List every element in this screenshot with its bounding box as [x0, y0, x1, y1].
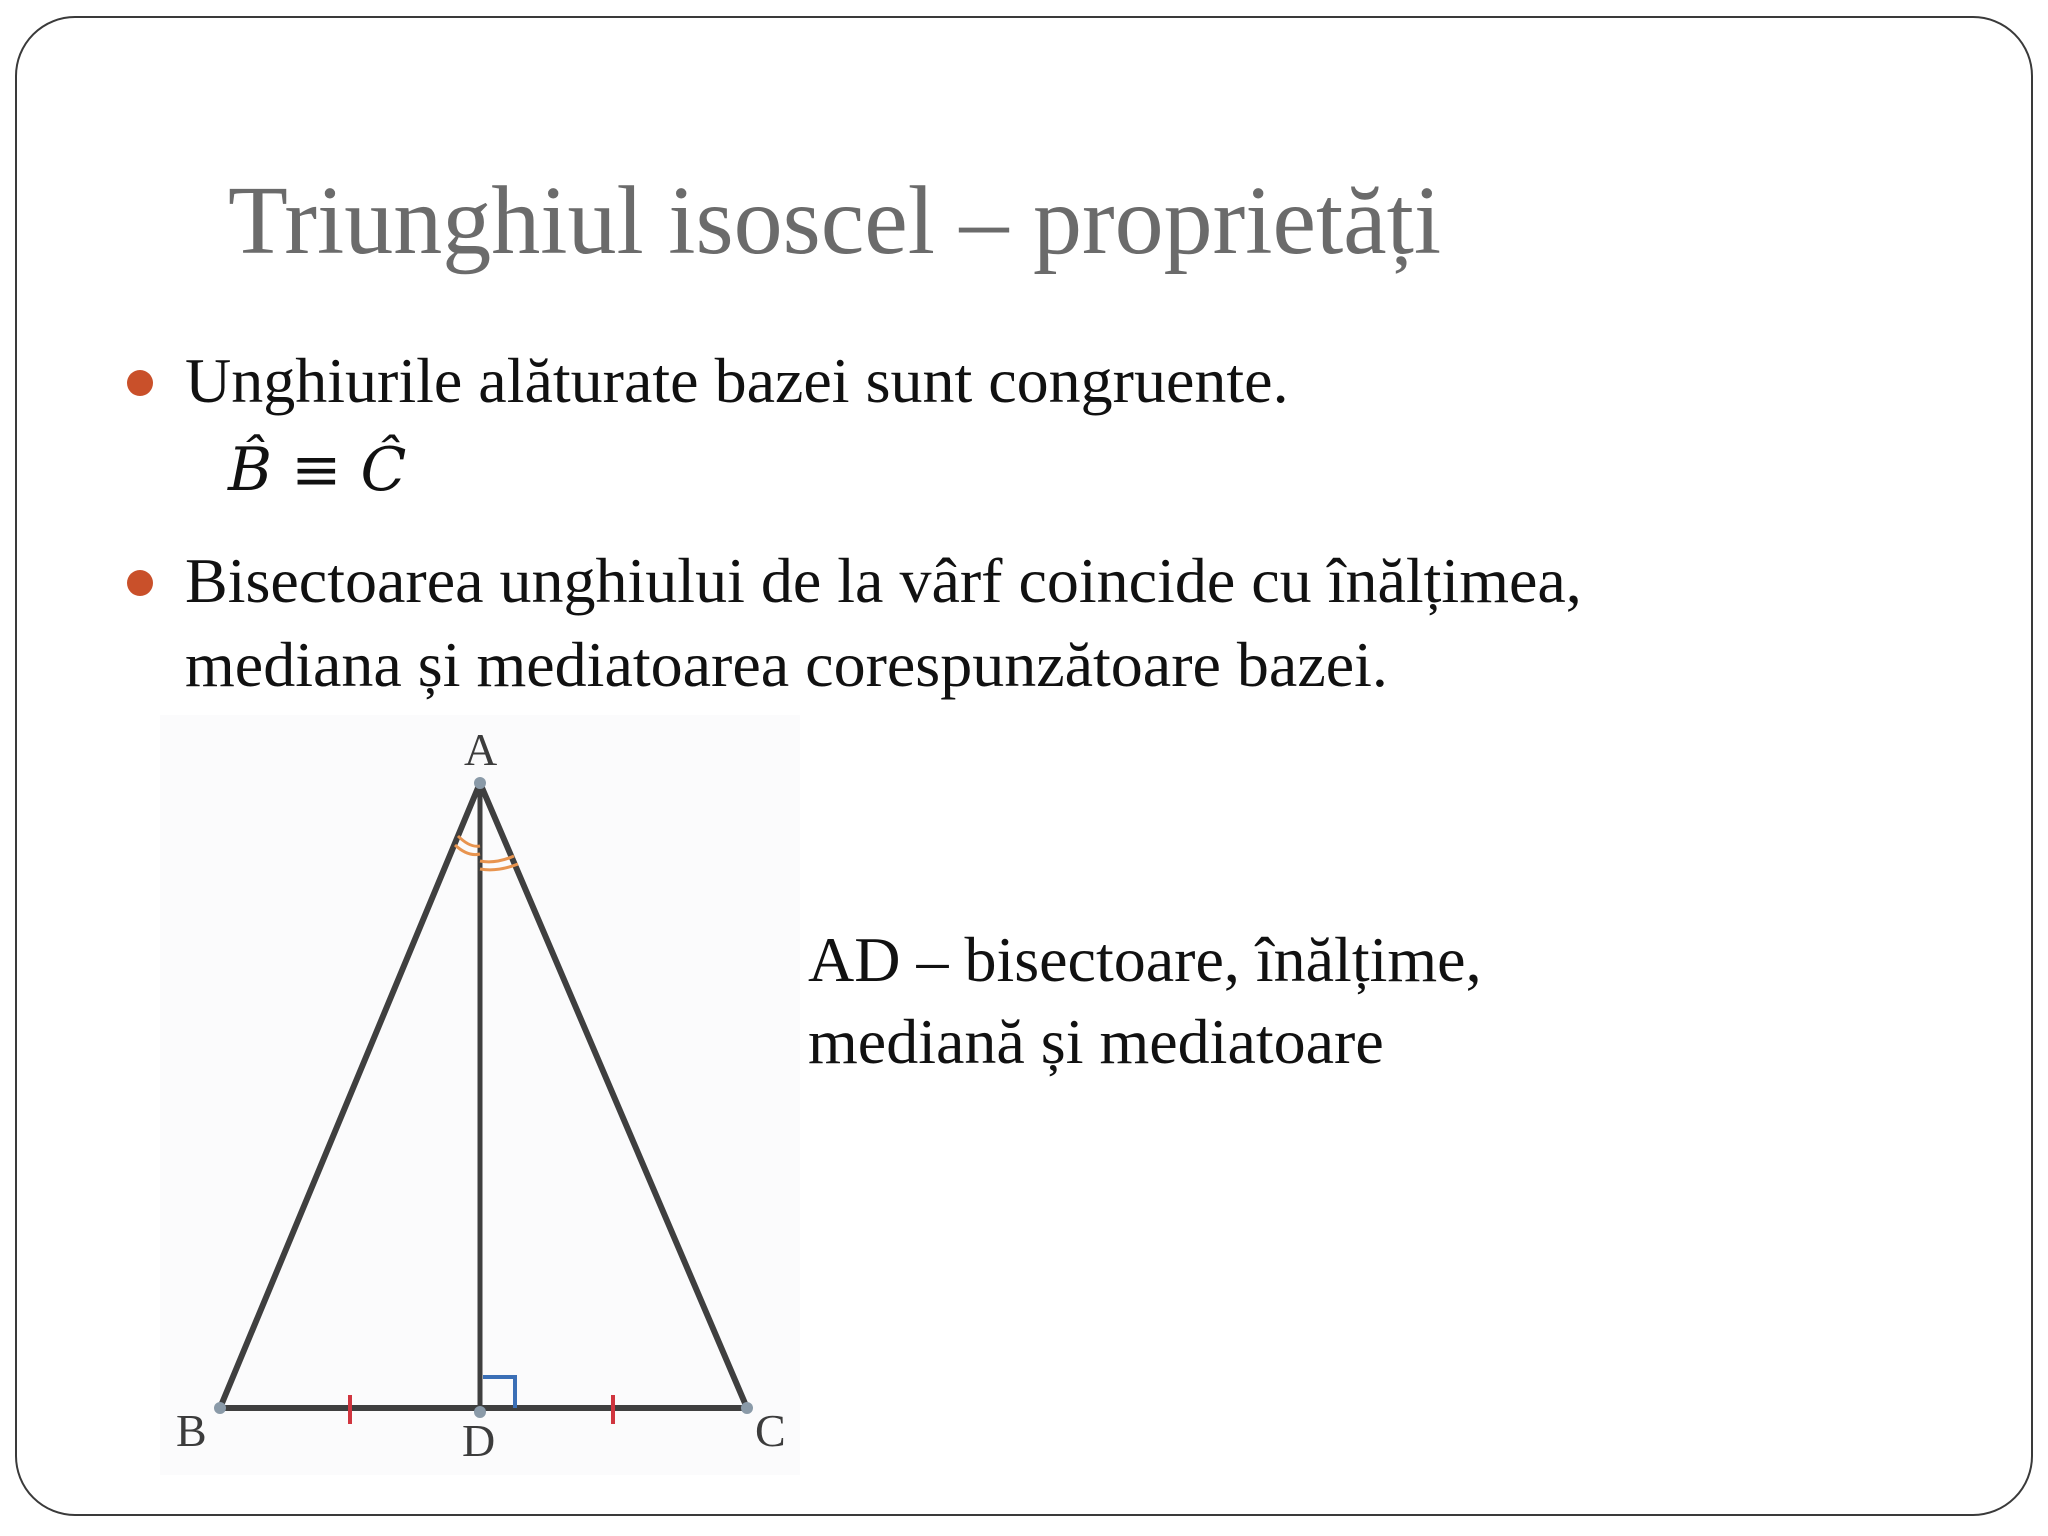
side-ac: [480, 783, 747, 1408]
label-b: B: [176, 1405, 207, 1456]
label-d: D: [462, 1415, 496, 1466]
slide-title: Triunghiul isoscel – proprietăți: [228, 167, 1442, 275]
angle-congruence-formula: B̂ ≡ Ĉ: [228, 435, 407, 505]
right-angle-marker: [483, 1377, 515, 1408]
angle-mark-dac-2: [480, 864, 518, 870]
vertex-c: [741, 1402, 753, 1414]
side-ab: [220, 783, 480, 1408]
bullet-1-line-1: Unghiurile alăturate bazei sunt congruente.: [185, 345, 1289, 416]
bullet-2-line-1: Bisectoarea unghiului de la vârf coincide cu înălțimea,: [185, 545, 1582, 616]
label-c: C: [755, 1405, 786, 1456]
caption-line-1: AD – bisectoare, înălțime,: [808, 924, 1482, 995]
caption-line-2: mediană și mediatoare: [808, 1006, 1384, 1077]
vertex-b: [214, 1402, 226, 1414]
vertex-a: [474, 777, 486, 789]
bullet-2-line-2: mediana și mediatoarea corespunzătoare bazei.: [185, 629, 1388, 700]
label-a: A: [464, 724, 498, 775]
angle-mark-dac: [480, 856, 514, 862]
angle-mark-bad: [458, 836, 480, 846]
